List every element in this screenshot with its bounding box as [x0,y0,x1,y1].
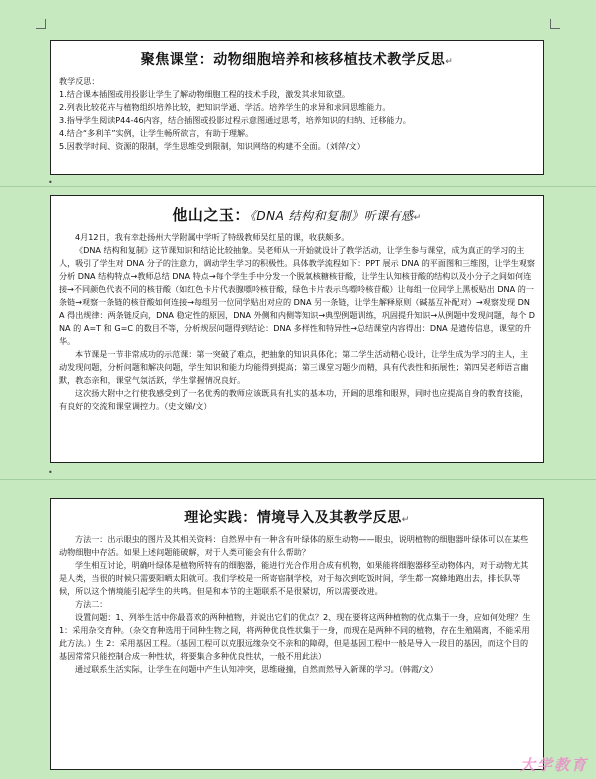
article-title: 理论实践：情境导入及其教学反思↵ [184,510,410,526]
article-focus-classroom [50,40,544,175]
reflection-item: 4.结合“多利羊”实例，让学生畅所欲言，有助于理解。 [59,128,254,138]
body-paragraph: 本节课是一节非常成功的示范课：第一突破了难点，把抽象的知识具体化；第二学生活动精心设计，让学生成为学习的主人，主动发现问题，分析问题和解决问题，学生知识和能力均能得到提高；第三课堂习题少而精，具有代表性和拓展性；第四吴老师语言幽默，教态亲和，课堂气氛活跃，学生掌握情况良好。 [59,349,529,385]
body-paragraph: 4月12日，我有幸赴扬州大学附属中学听了特级教师吴红星的课，收获颇多。 [75,232,350,242]
watermark-logo: 大学教育 [519,756,588,774]
crop-mark-top-left [36,19,46,29]
article-lesson-observation [50,195,544,463]
page-separator [0,186,596,187]
reflection-heading: 教学反思： [59,76,100,86]
reflection-item: 2.列表比较花卉与植物组织培养比较，把知识学通、学活。培养学生的求异和求同思维能力。 [59,102,391,112]
body-paragraph: 设置问题：1、列举生活中你最喜欢的两种植物，并说出它们的优点？2、现在要将这两种植物的优点集于一身，应如何处理？生 1：采用杂交育种。（杂交育种选用于同种生物之间，将两种优良性状集于一身，而现在是两种不同的植物，存在生殖隔离，不能采用此方法。）生 2：采用基因工程。（基因工程可以克服远缘杂交不亲和的障碍，但是基因工程中一般是导入一段目的基因，而这个目的基因常常只能控制合成一种性状，将要集合多种优良性状，一般不用此法） [59,612,531,661]
body-paragraph: 方法二： [75,599,108,609]
article-title: 聚焦课堂：动物细胞培养和核移植技术教学反思↵ [140,52,454,68]
body-paragraph: 方法一：出示眼虫的图片及其相关资料：自然界中有一种含有叶绿体的原生动物——眼虫，说明植物的细胞器叶绿体可以在某些动物细胞中存活。如果上述问题能破解，对于人类可能会有什么帮助？ [59,534,529,557]
body-paragraph: 通过联系生活实际，让学生在问题中产生认知冲突，思维碰撞，自然而然导入新课的学习。（韩霞/文） [75,664,438,674]
paragraph-marker: • [48,178,53,187]
body-paragraph: 《DNA 结构和复制》这节课知识和结论比较抽象。吴老师从一开始就设计了教学活动，让学生参与课堂，成为真正的学习的主人，吸引了学生对 DNA 分子的注意力，调动学生学习的积极性。具体教学流程如下：PPT 展示 DNA 的平面图和三维图，让学生观察分析 DNA 结构特点→教师总结 DNA 特点→每个学生手中分发一个脱氧核糖核苷酸，让学生认知核苷酸的结构以及小分子之间如何连接→不同颜色代表不同的核苷酸（如红色卡片代表腺嘌呤核苷酸，绿色卡片表示鸟嘌呤核苷酸）让每组一位同学上黑板贴出 DNA 的一条链→观察一条链的核苷酸如何连接→每组另一位同学贴出对应的 DNA 另一条链，让学生解释原则（碱基互补配对）→观察发现 DNA 得出规律：两条链反向，DNA 稳定性的原因，DNA 外侧和内侧等知识→典型例题训练，巩固提升知识→从例题中发现问题，每个 DNA 的 A=T 和 G=C 的数目不等，分析规层问题得到结论：DNA 多样性和特异性→总结课堂内容得出：DNA 是遗传信息，课堂的升华。 [59,245,536,346]
paragraph-marker: • [48,468,53,477]
article-title: 他山之玉：《DNA 结构和复制》听课有感↵ [172,206,422,224]
page-separator [0,479,596,480]
body-paragraph: 这次扬大附中之行使我感受到了一名优秀的教师应该既具有扎实的基本功，开阔的思维和眼界，同时也应提高自身的教育技能，有良好的交流和课堂调控力。（史文娣/文） [59,388,529,411]
reflection-item: 1.结合课本插图或用投影让学生了解动物细胞工程的技术手段，激发其求知欲望。 [59,89,351,99]
article-theory-practice [50,498,544,770]
body-paragraph: 学生相互讨论，明确叶绿体是植物所特有的细胞器，能进行光合作用合成有机物，如果能将细胞器移至动物体内，对于动物尤其是人类，当很的时候只需要阳晒太阳就可。我们学校是一所寄宿制学校，对于每次到吃饭时间，学生都一窝蜂地跑出去，排长队等候，所以这个情境能引起学生的共鸣。但是和本节的主题联系不是很紧切，所以需要改进。 [59,560,529,596]
crop-mark-top-right [550,19,560,29]
reflection-item: 3.指导学生阅读P44-46内容，结合插图或投影过程示意图通过思考，培养知识的归纳、迁移能力。 [59,115,411,125]
reflection-item: 5.因教学时间、资源的限制，学生思维受到限制，知识网络的构建不全面。（刘萍/文） [59,141,365,151]
